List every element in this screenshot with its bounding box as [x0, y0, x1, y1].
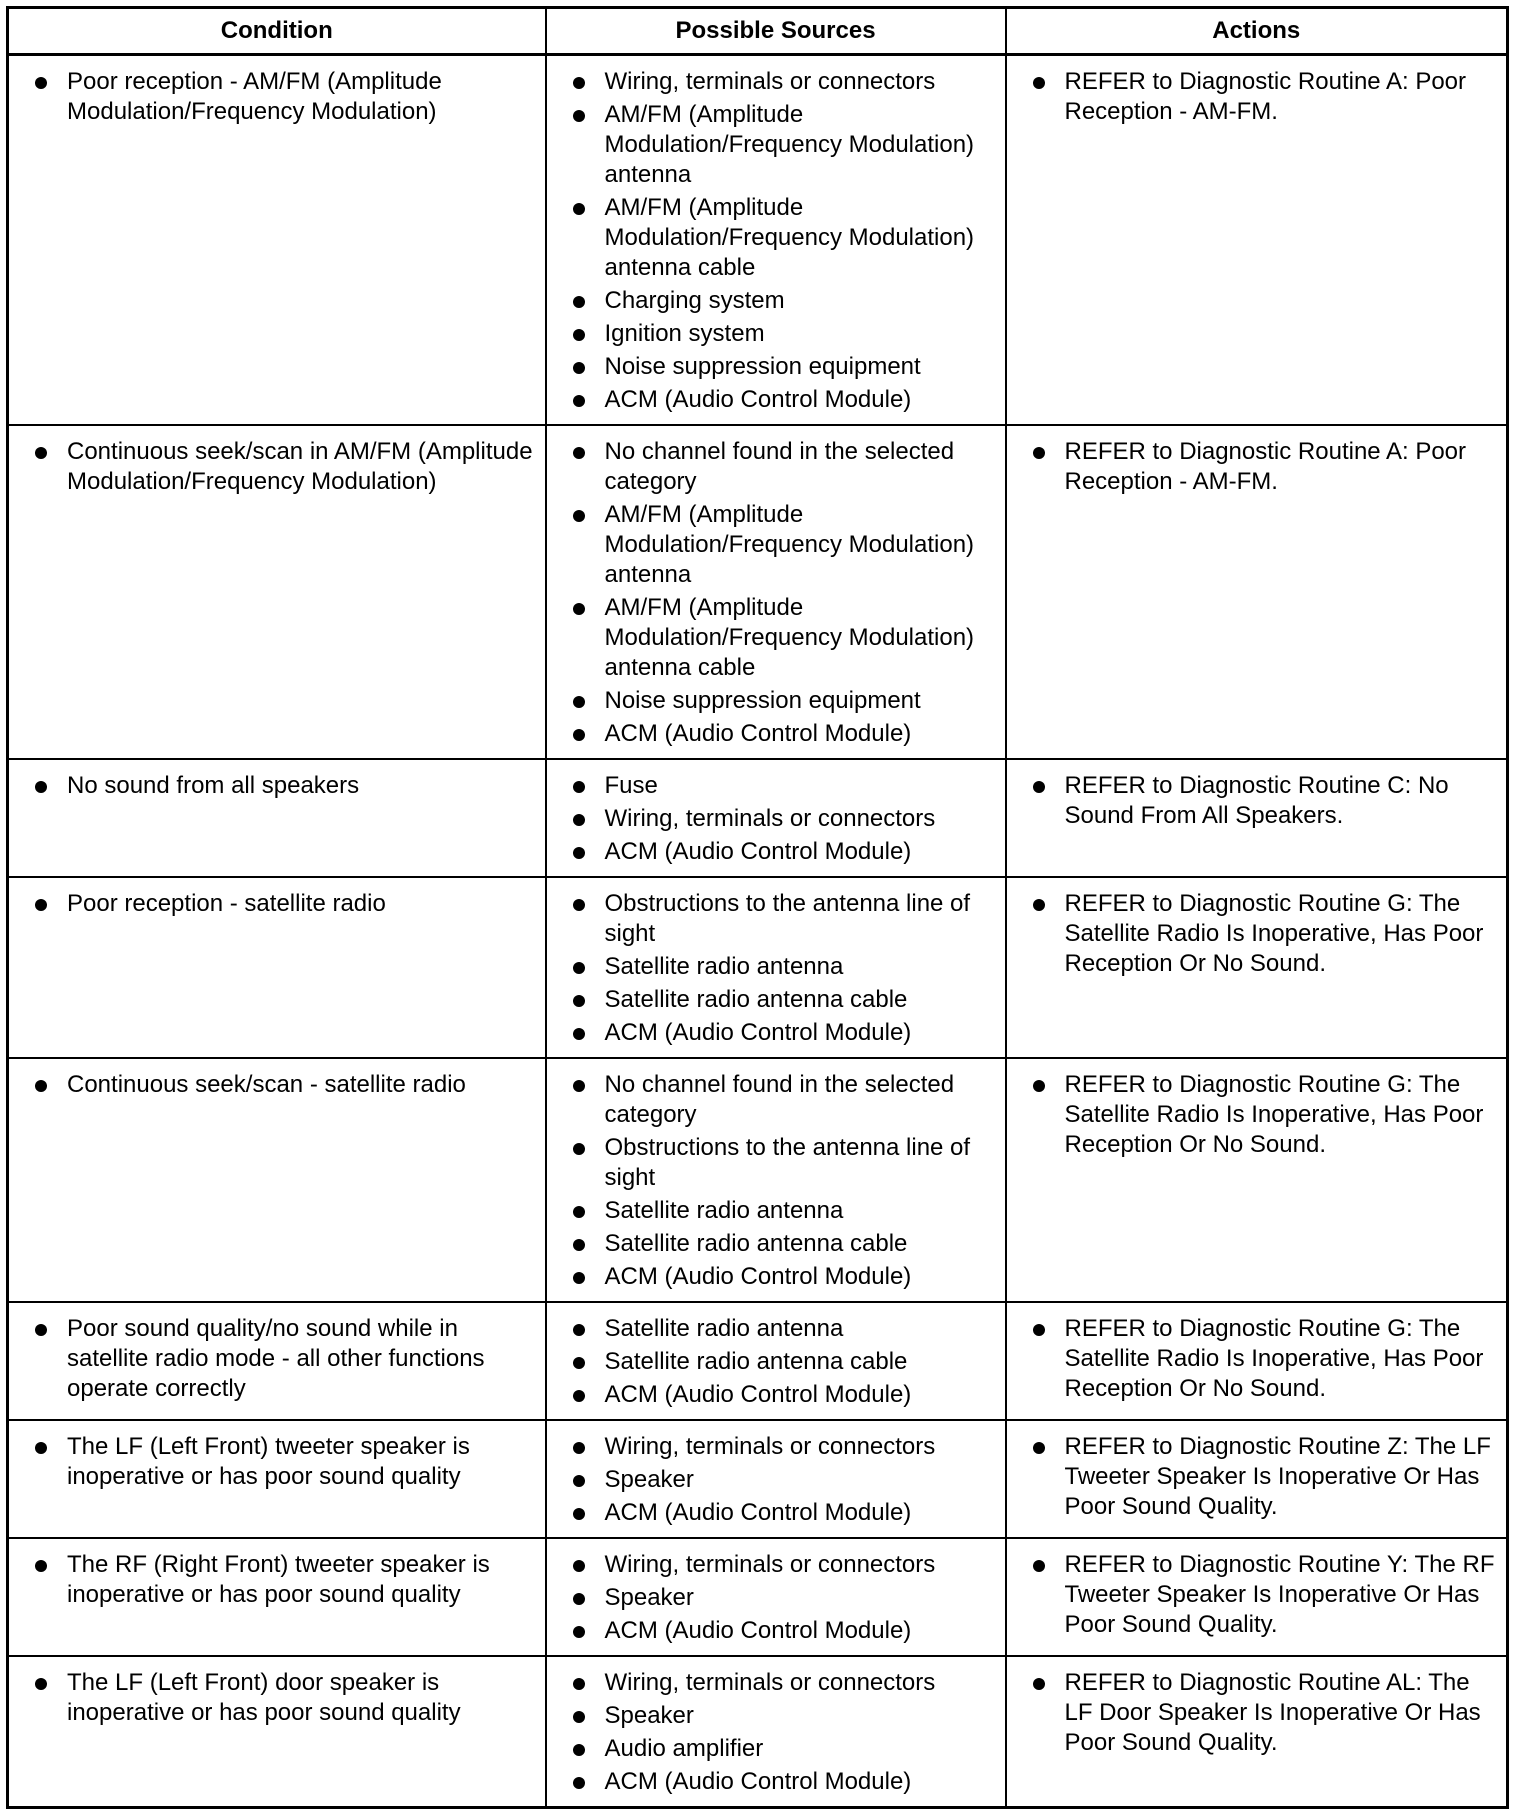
condition-item-text: The LF (Left Front) door speaker is inoperative or has poor sound quality — [67, 1669, 461, 1726]
bullet-icon — [573, 1080, 585, 1092]
sources-cell — [546, 759, 1006, 877]
bullet-icon — [573, 1626, 585, 1638]
bullet-icon — [573, 962, 585, 974]
bullet-icon — [573, 729, 585, 741]
sources-cell — [546, 425, 1006, 759]
source-item-text: Wiring, terminals or connectors — [604, 1433, 936, 1460]
condition-cell — [8, 55, 546, 426]
source-item — [547, 286, 995, 316]
source-item — [547, 1701, 995, 1731]
action-item — [1007, 437, 1497, 497]
bullet-icon — [573, 1272, 585, 1284]
bullet-icon — [35, 1324, 47, 1336]
source-item — [547, 193, 995, 283]
bullet-icon — [573, 814, 585, 826]
bullet-icon — [573, 329, 585, 341]
bullet-icon — [573, 362, 585, 374]
bullet-icon — [1033, 77, 1045, 89]
source-item-text: Satellite radio antenna — [604, 1315, 844, 1342]
source-item — [547, 593, 995, 683]
bullet-icon — [573, 1560, 585, 1572]
bullet-icon — [573, 1442, 585, 1454]
bullet-icon — [573, 203, 585, 215]
table-body — [8, 55, 1508, 1808]
action-item-text: REFER to Diagnostic Routine Z: The LF Tweeter Speaker Is Inoperative Or Has Poor Sound Quality. — [1064, 1433, 1491, 1520]
action-item-text: REFER to Diagnostic Routine A: Poor Reception - AM-FM. — [1064, 438, 1467, 495]
condition-cell — [8, 1538, 546, 1656]
sources-cell — [546, 1058, 1006, 1302]
condition-item-text: The LF (Left Front) tweeter speaker is inoperative or has poor sound quality — [67, 1433, 470, 1490]
source-item-text: Audio amplifier — [604, 1735, 764, 1762]
source-item — [547, 1668, 995, 1698]
sources-cell — [546, 1302, 1006, 1420]
source-item — [547, 1018, 995, 1048]
source-item — [547, 385, 995, 415]
bullet-icon — [573, 395, 585, 407]
sources-cell — [546, 1656, 1006, 1808]
bullet-icon — [573, 1206, 585, 1218]
source-item-text: ACM (Audio Control Module) — [604, 1019, 912, 1046]
condition-item-text: No sound from all speakers — [67, 772, 360, 799]
source-item — [547, 500, 995, 590]
condition-cell — [8, 1302, 546, 1420]
source-item-text: Satellite radio antenna — [604, 953, 844, 980]
source-item — [547, 352, 995, 382]
source-item-text: Obstructions to the antenna line of sight — [604, 1134, 971, 1191]
bullet-icon — [573, 1711, 585, 1723]
bullet-icon — [573, 603, 585, 615]
bullet-icon — [573, 847, 585, 859]
action-cell — [1006, 425, 1508, 759]
source-item-text: Obstructions to the antenna line of sight — [604, 890, 971, 947]
bullet-icon — [573, 1593, 585, 1605]
source-item-text: Noise suppression equipment — [604, 353, 921, 380]
source-item-text: Satellite radio antenna cable — [604, 1348, 908, 1375]
action-item — [1007, 1314, 1497, 1404]
bullet-icon — [573, 1475, 585, 1487]
condition-cell — [8, 1058, 546, 1302]
table-row — [8, 1656, 1508, 1808]
source-item — [547, 1465, 995, 1495]
bullet-icon — [35, 1560, 47, 1572]
source-item — [547, 804, 995, 834]
action-item-text: REFER to Diagnostic Routine G: The Satellite Radio Is Inoperative, Has Poor Reception Or No Sound. — [1064, 890, 1484, 977]
table-row — [8, 1302, 1508, 1420]
condition-item — [9, 1070, 535, 1100]
bullet-icon — [573, 696, 585, 708]
source-item — [547, 771, 995, 801]
source-item — [547, 985, 995, 1015]
table-row — [8, 1420, 1508, 1538]
bullet-icon — [573, 1357, 585, 1369]
bullet-icon — [573, 1239, 585, 1251]
action-item-text: REFER to Diagnostic Routine Y: The RF Tweeter Speaker Is Inoperative Or Has Poor Sound Quality. — [1064, 1551, 1495, 1638]
source-item-text: Satellite radio antenna cable — [604, 1230, 908, 1257]
condition-item-text: Poor sound quality/no sound while in satellite radio mode - all other functions operate correctly — [67, 1315, 485, 1402]
bullet-icon — [1033, 899, 1045, 911]
sources-cell — [546, 1538, 1006, 1656]
condition-item — [9, 67, 535, 127]
source-item — [547, 1767, 995, 1797]
source-item-text: No channel found in the selected category — [604, 1071, 955, 1128]
source-item-text: AM/FM (Amplitude Modulation/Frequency Modulation) antenna — [604, 101, 975, 188]
action-cell — [1006, 759, 1508, 877]
source-item — [547, 437, 995, 497]
source-item-text: ACM (Audio Control Module) — [604, 1263, 912, 1290]
bullet-icon — [573, 1143, 585, 1155]
source-item — [547, 1432, 995, 1462]
condition-item — [9, 1668, 535, 1728]
source-item — [547, 889, 995, 949]
bullet-icon — [573, 1028, 585, 1040]
condition-cell — [8, 759, 546, 877]
source-item-text: No channel found in the selected category — [604, 438, 955, 495]
source-item — [547, 686, 995, 716]
action-item — [1007, 1550, 1497, 1640]
bullet-icon — [573, 781, 585, 793]
action-cell — [1006, 1058, 1508, 1302]
bullet-icon — [35, 1442, 47, 1454]
source-item — [547, 1070, 995, 1130]
bullet-icon — [573, 1508, 585, 1520]
action-item — [1007, 67, 1497, 127]
table-row — [8, 759, 1508, 877]
source-item-text: Wiring, terminals or connectors — [604, 1551, 936, 1578]
source-item-text: Satellite radio antenna — [604, 1197, 844, 1224]
condition-cell — [8, 425, 546, 759]
action-cell — [1006, 877, 1508, 1058]
source-item — [547, 837, 995, 867]
source-item-text: Speaker — [604, 1702, 694, 1729]
bullet-icon — [35, 1678, 47, 1690]
source-item-text: ACM (Audio Control Module) — [604, 1617, 912, 1644]
bullet-icon — [1033, 1324, 1045, 1336]
source-item-text: Speaker — [604, 1466, 694, 1493]
action-item — [1007, 1432, 1497, 1522]
source-item-text: ACM (Audio Control Module) — [604, 1768, 912, 1795]
action-item — [1007, 889, 1497, 979]
source-item — [547, 1229, 995, 1259]
source-item-text: Wiring, terminals or connectors — [604, 1669, 936, 1696]
bullet-icon — [35, 1080, 47, 1092]
source-item — [547, 319, 995, 349]
bullet-icon — [573, 899, 585, 911]
source-item — [547, 1380, 995, 1410]
source-item-text: AM/FM (Amplitude Modulation/Frequency Modulation) antenna cable — [604, 194, 975, 281]
source-item-text: Wiring, terminals or connectors — [604, 68, 936, 95]
condition-item-text: Poor reception - AM/FM (Amplitude Modulation/Frequency Modulation) — [67, 68, 442, 125]
bullet-icon — [35, 899, 47, 911]
source-item-text: Ignition system — [604, 320, 765, 347]
table-row — [8, 1538, 1508, 1656]
source-item-text: AM/FM (Amplitude Modulation/Frequency Modulation) antenna — [604, 501, 975, 588]
source-item — [547, 1734, 995, 1764]
source-item-text: ACM (Audio Control Module) — [604, 720, 912, 747]
source-item — [547, 1498, 995, 1528]
sources-cell — [546, 877, 1006, 1058]
condition-item — [9, 1550, 535, 1610]
action-item-text: REFER to Diagnostic Routine G: The Satellite Radio Is Inoperative, Has Poor Reception Or No Sound. — [1064, 1071, 1484, 1158]
source-item — [547, 952, 995, 982]
source-item-text: AM/FM (Amplitude Modulation/Frequency Modulation) antenna cable — [604, 594, 975, 681]
action-item-text: REFER to Diagnostic Routine AL: The LF Door Speaker Is Inoperative Or Has Poor Sound Quality. — [1064, 1669, 1481, 1756]
source-item — [547, 1133, 995, 1193]
table-row — [8, 1058, 1508, 1302]
condition-item — [9, 1432, 535, 1492]
condition-item — [9, 437, 535, 497]
header-row — [8, 8, 1508, 55]
source-item-text: Noise suppression equipment — [604, 687, 921, 714]
source-item — [547, 719, 995, 749]
source-item — [547, 1347, 995, 1377]
source-item — [547, 1583, 995, 1613]
source-item — [547, 1314, 995, 1344]
bullet-icon — [573, 77, 585, 89]
source-item-text: Fuse — [604, 772, 658, 799]
bullet-icon — [573, 510, 585, 522]
source-item-text: ACM (Audio Control Module) — [604, 838, 912, 865]
bullet-icon — [573, 995, 585, 1007]
sources-cell — [546, 1420, 1006, 1538]
action-item-text: REFER to Diagnostic Routine A: Poor Reception - AM-FM. — [1064, 68, 1467, 125]
bullet-icon — [1033, 781, 1045, 793]
source-item — [547, 1196, 995, 1226]
bullet-icon — [1033, 1678, 1045, 1690]
bullet-icon — [573, 447, 585, 459]
header-possible-sources: Possible Sources — [546, 8, 1006, 55]
bullet-icon — [573, 110, 585, 122]
action-item — [1007, 1070, 1497, 1160]
action-cell — [1006, 55, 1508, 426]
action-cell — [1006, 1420, 1508, 1538]
condition-item — [9, 889, 535, 919]
bullet-icon — [1033, 1560, 1045, 1572]
bullet-icon — [573, 1678, 585, 1690]
source-item — [547, 1262, 995, 1292]
action-cell — [1006, 1538, 1508, 1656]
header-condition: Condition — [8, 8, 546, 55]
source-item-text: Charging system — [604, 287, 785, 314]
table-row — [8, 877, 1508, 1058]
condition-item-text: Poor reception - satellite radio — [67, 890, 386, 917]
source-item — [547, 1550, 995, 1580]
bullet-icon — [1033, 1442, 1045, 1454]
sources-cell — [546, 55, 1006, 426]
action-cell — [1006, 1302, 1508, 1420]
source-item-text: ACM (Audio Control Module) — [604, 386, 912, 413]
bullet-icon — [573, 1390, 585, 1402]
diagnostic-table — [6, 6, 1509, 1809]
condition-cell — [8, 1420, 546, 1538]
condition-cell — [8, 1656, 546, 1808]
condition-item — [9, 771, 535, 801]
bullet-icon — [35, 447, 47, 459]
table-row — [8, 425, 1508, 759]
action-item-text: REFER to Diagnostic Routine G: The Satellite Radio Is Inoperative, Has Poor Reception Or No Sound. — [1064, 1315, 1484, 1402]
condition-item-text: Continuous seek/scan - satellite radio — [67, 1071, 466, 1098]
bullet-icon — [1033, 447, 1045, 459]
bullet-icon — [573, 1324, 585, 1336]
condition-item — [9, 1314, 535, 1404]
source-item-text: ACM (Audio Control Module) — [604, 1499, 912, 1526]
source-item — [547, 67, 995, 97]
bullet-icon — [573, 1777, 585, 1789]
source-item-text: Speaker — [604, 1584, 694, 1611]
bullet-icon — [573, 1744, 585, 1756]
source-item-text: Wiring, terminals or connectors — [604, 805, 936, 832]
condition-item-text: Continuous seek/scan in AM/FM (Amplitude Modulation/Frequency Modulation) — [67, 438, 533, 495]
bullet-icon — [35, 77, 47, 89]
bullet-icon — [573, 296, 585, 308]
source-item — [547, 100, 995, 190]
bullet-icon — [35, 781, 47, 793]
action-cell — [1006, 1656, 1508, 1808]
source-item — [547, 1616, 995, 1646]
source-item-text: ACM (Audio Control Module) — [604, 1381, 912, 1408]
header-actions: Actions — [1006, 8, 1508, 55]
action-item — [1007, 1668, 1497, 1758]
source-item-text: Satellite radio antenna cable — [604, 986, 908, 1013]
condition-item-text: The RF (Right Front) tweeter speaker is inoperative or has poor sound quality — [67, 1551, 490, 1608]
condition-cell — [8, 877, 546, 1058]
action-item — [1007, 771, 1497, 831]
table-row — [8, 55, 1508, 426]
action-item-text: REFER to Diagnostic Routine C: No Sound From All Speakers. — [1064, 772, 1449, 829]
bullet-icon — [1033, 1080, 1045, 1092]
